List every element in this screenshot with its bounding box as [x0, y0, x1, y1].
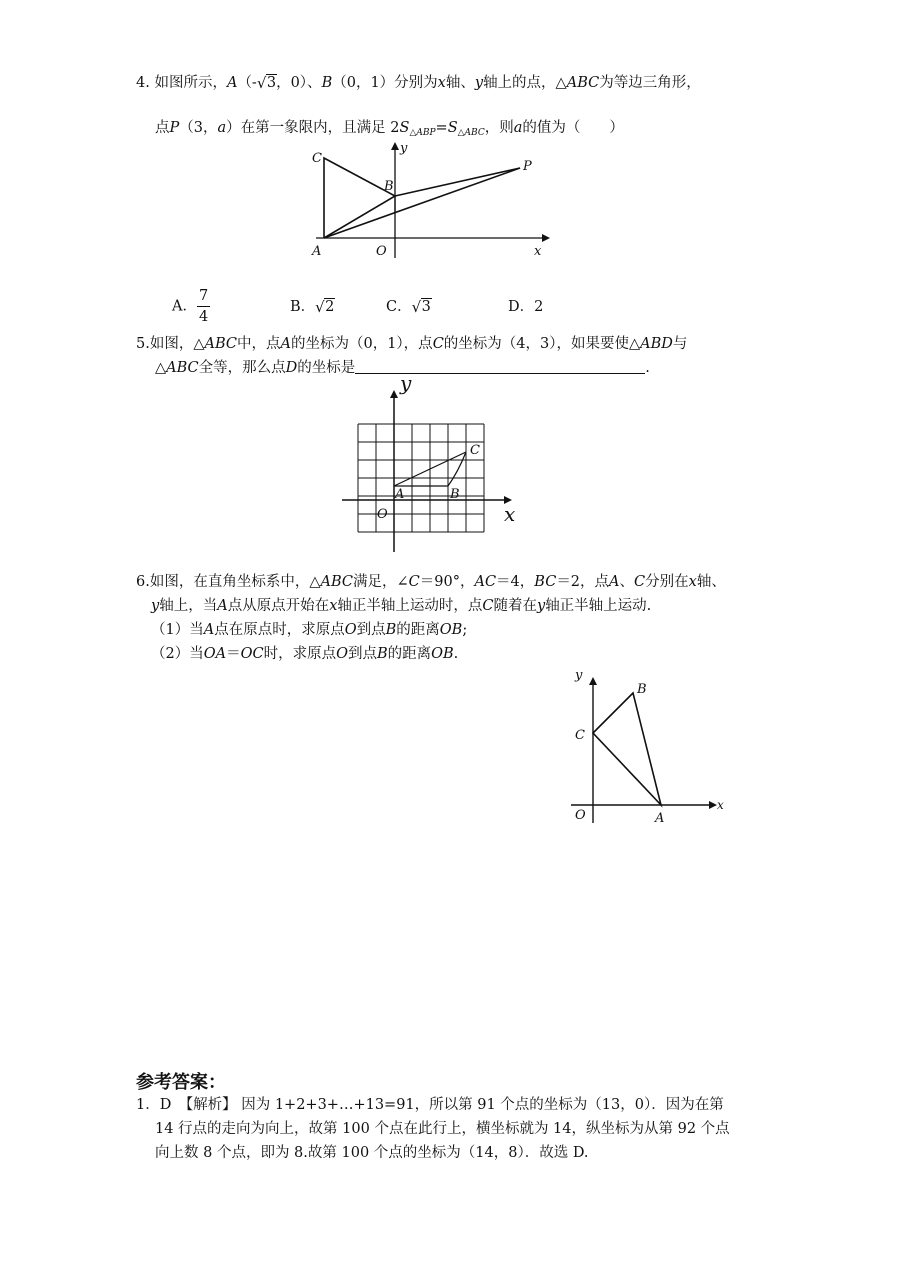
q6-figure — [565, 665, 745, 835]
label-B: B — [450, 487, 460, 502]
label-y: y — [400, 371, 412, 395]
q6-sub1: （1）当A点在原点时，求原点O到点B的距离OB; — [151, 622, 468, 638]
label-y: y — [575, 668, 583, 683]
label-B: B — [637, 682, 647, 697]
q5-figure — [340, 371, 530, 556]
q5-line1: 5.如图，△ABC中，点A的坐标为（0，1），点C的坐标为（4，3），如果要使△ABD与 — [136, 336, 688, 352]
sqrt-symbol: √ 3 — [256, 74, 277, 92]
q4-options: A． $\frac{7}{4}$ B． √ 2 C． √ 3 D．2 — [172, 288, 544, 325]
label-C: C — [312, 151, 322, 166]
label-A: A — [395, 487, 405, 502]
answer-line-2: 14 行点的走向为向上，故第 100 个点在此行上，横坐标就为 14，纵坐标为从第 92 个点 — [155, 1121, 730, 1137]
label-x: x — [504, 502, 516, 526]
label-C: C — [470, 443, 480, 458]
q6-line1: 6.如图，在直角坐标系中，△ABC满足，∠C＝90°，AC＝4，BC＝2，点A、C分别在x轴、 — [136, 574, 726, 590]
label-A: A — [312, 244, 322, 259]
label-x: x — [717, 798, 724, 812]
q4-line2: 点P（3，a）在第一象限内，且满足 $2S_{\triangle ABP}=S_{\triangle ABC}$，则a的值为（ ） — [155, 120, 624, 138]
label-O: O — [377, 507, 388, 522]
answer-blank[interactable] — [355, 359, 645, 374]
label-P: P — [523, 159, 532, 174]
label-y: y — [400, 141, 408, 156]
label-x: x — [534, 244, 542, 259]
answer-line-3: 向上数 8 个点，即为 8.故第 100 个点的坐标为（14，8）．故选 D. — [155, 1145, 589, 1161]
label-O: O — [376, 244, 387, 259]
label-A: A — [655, 811, 665, 826]
q6-sub2: （2）当OA＝OC时，求原点O到点B的距离OB. — [151, 646, 459, 662]
answers-heading: 参考答案： — [136, 1072, 226, 1093]
q4-figure — [308, 140, 548, 260]
label-O: O — [575, 808, 586, 823]
q6-line2: y轴上，当A点从原点开始在x轴正半轴上运动时，点C随着在y轴正半轴上运动. — [151, 598, 652, 614]
label-B: B — [384, 179, 394, 194]
q4-line1: 4. 如图所示，A（- √ 3，0）、B（0，1）分别为x轴、y轴上的点，△ABC为等边三角形， — [136, 74, 701, 92]
label-C: C — [575, 728, 585, 743]
answer-line-1: 1．D 【解析】 因为 1+2+3+…+13=91，所以第 91 个点的坐标为（13，0）．因为在第 — [136, 1097, 724, 1113]
q5-line2: △ABC全等，那么点D的坐标是 . — [155, 360, 650, 376]
